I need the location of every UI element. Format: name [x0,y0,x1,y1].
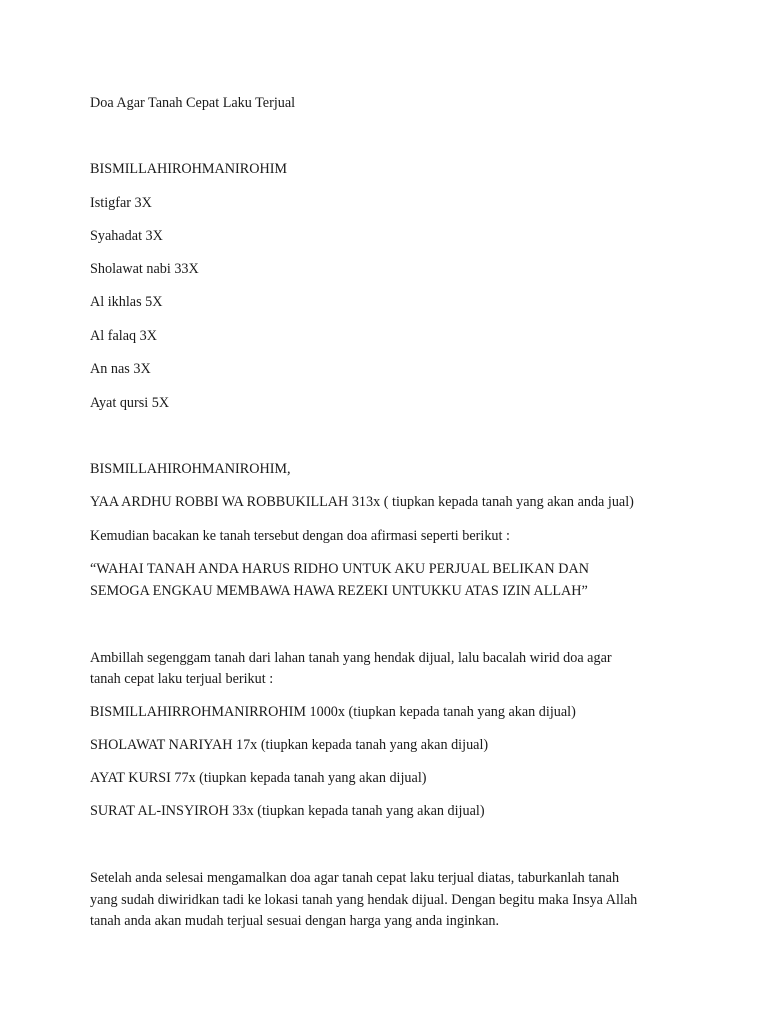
affirmation-line: “WAHAI TANAH ANDA HARUS RIDHO UNTUK AKU PERJUAL BELIKAN DAN [90,561,589,577]
recitation-item: An nas 3X [90,361,151,377]
recitation-item: Istigfar 3X [90,195,152,211]
recitation-item: Syahadat 3X [90,228,163,244]
wirid-item: AYAT KURSI 77x (tiupkan kepada tanah yang akan dijual) [90,770,427,786]
recitation-item: Ayat qursi 5X [90,395,170,411]
section2-basmalah: BISMILLAHIROHMANIROHIM, [90,461,291,477]
affirmation-line: SEMOGA ENGKAU MEMBAWA HAWA REZEKI UNTUKKU ATAS IZIN ALLAH” [90,583,588,599]
recitation-item: Sholawat nabi 33X [90,261,199,277]
document-title: Doa Agar Tanah Cepat Laku Terjual [90,95,296,111]
section2-wirid: YAA ARDHU ROBBI WA ROBBUKILLAH 313x ( tiupkan kepada tanah yang akan anda jual) [90,494,634,510]
recitation-item: Al falaq 3X [90,328,157,344]
section2-instruction: Kemudian bacakan ke tanah tersebut dengan doa afirmasi seperti berikut : [90,528,510,544]
wirid-item: SHOLAWAT NARIYAH 17x (tiupkan kepada tanah yang akan dijual) [90,737,489,753]
section3-intro-line: tanah cepat laku terjual berikut : [90,671,274,687]
closing-line: tanah anda akan mudah terjual sesuai dengan harga yang anda inginkan. [90,913,500,929]
wirid-item: SURAT AL-INSYIROH 33x (tiupkan kepada tanah yang akan dijual) [90,803,485,819]
section3-intro-line: Ambillah segenggam tanah dari lahan tanah yang hendak dijual, lalu bacalah wirid doa agar [90,650,612,666]
closing-line: Setelah anda selesai mengamalkan doa agar tanah cepat laku terjual diatas, taburkanlah tanah [90,870,620,886]
wirid-item: BISMILLAHIRROHMANIRROHIM 1000x (tiupkan kepada tanah yang akan dijual) [90,704,576,720]
opening-basmalah: BISMILLAHIROHMANIROHIM [90,161,288,177]
closing-line: yang sudah diwiridkan tadi ke lokasi tanah yang hendak dijual. Dengan begitu maka Insya Allah [90,892,638,908]
recitation-item: Al ikhlas 5X [90,294,163,310]
